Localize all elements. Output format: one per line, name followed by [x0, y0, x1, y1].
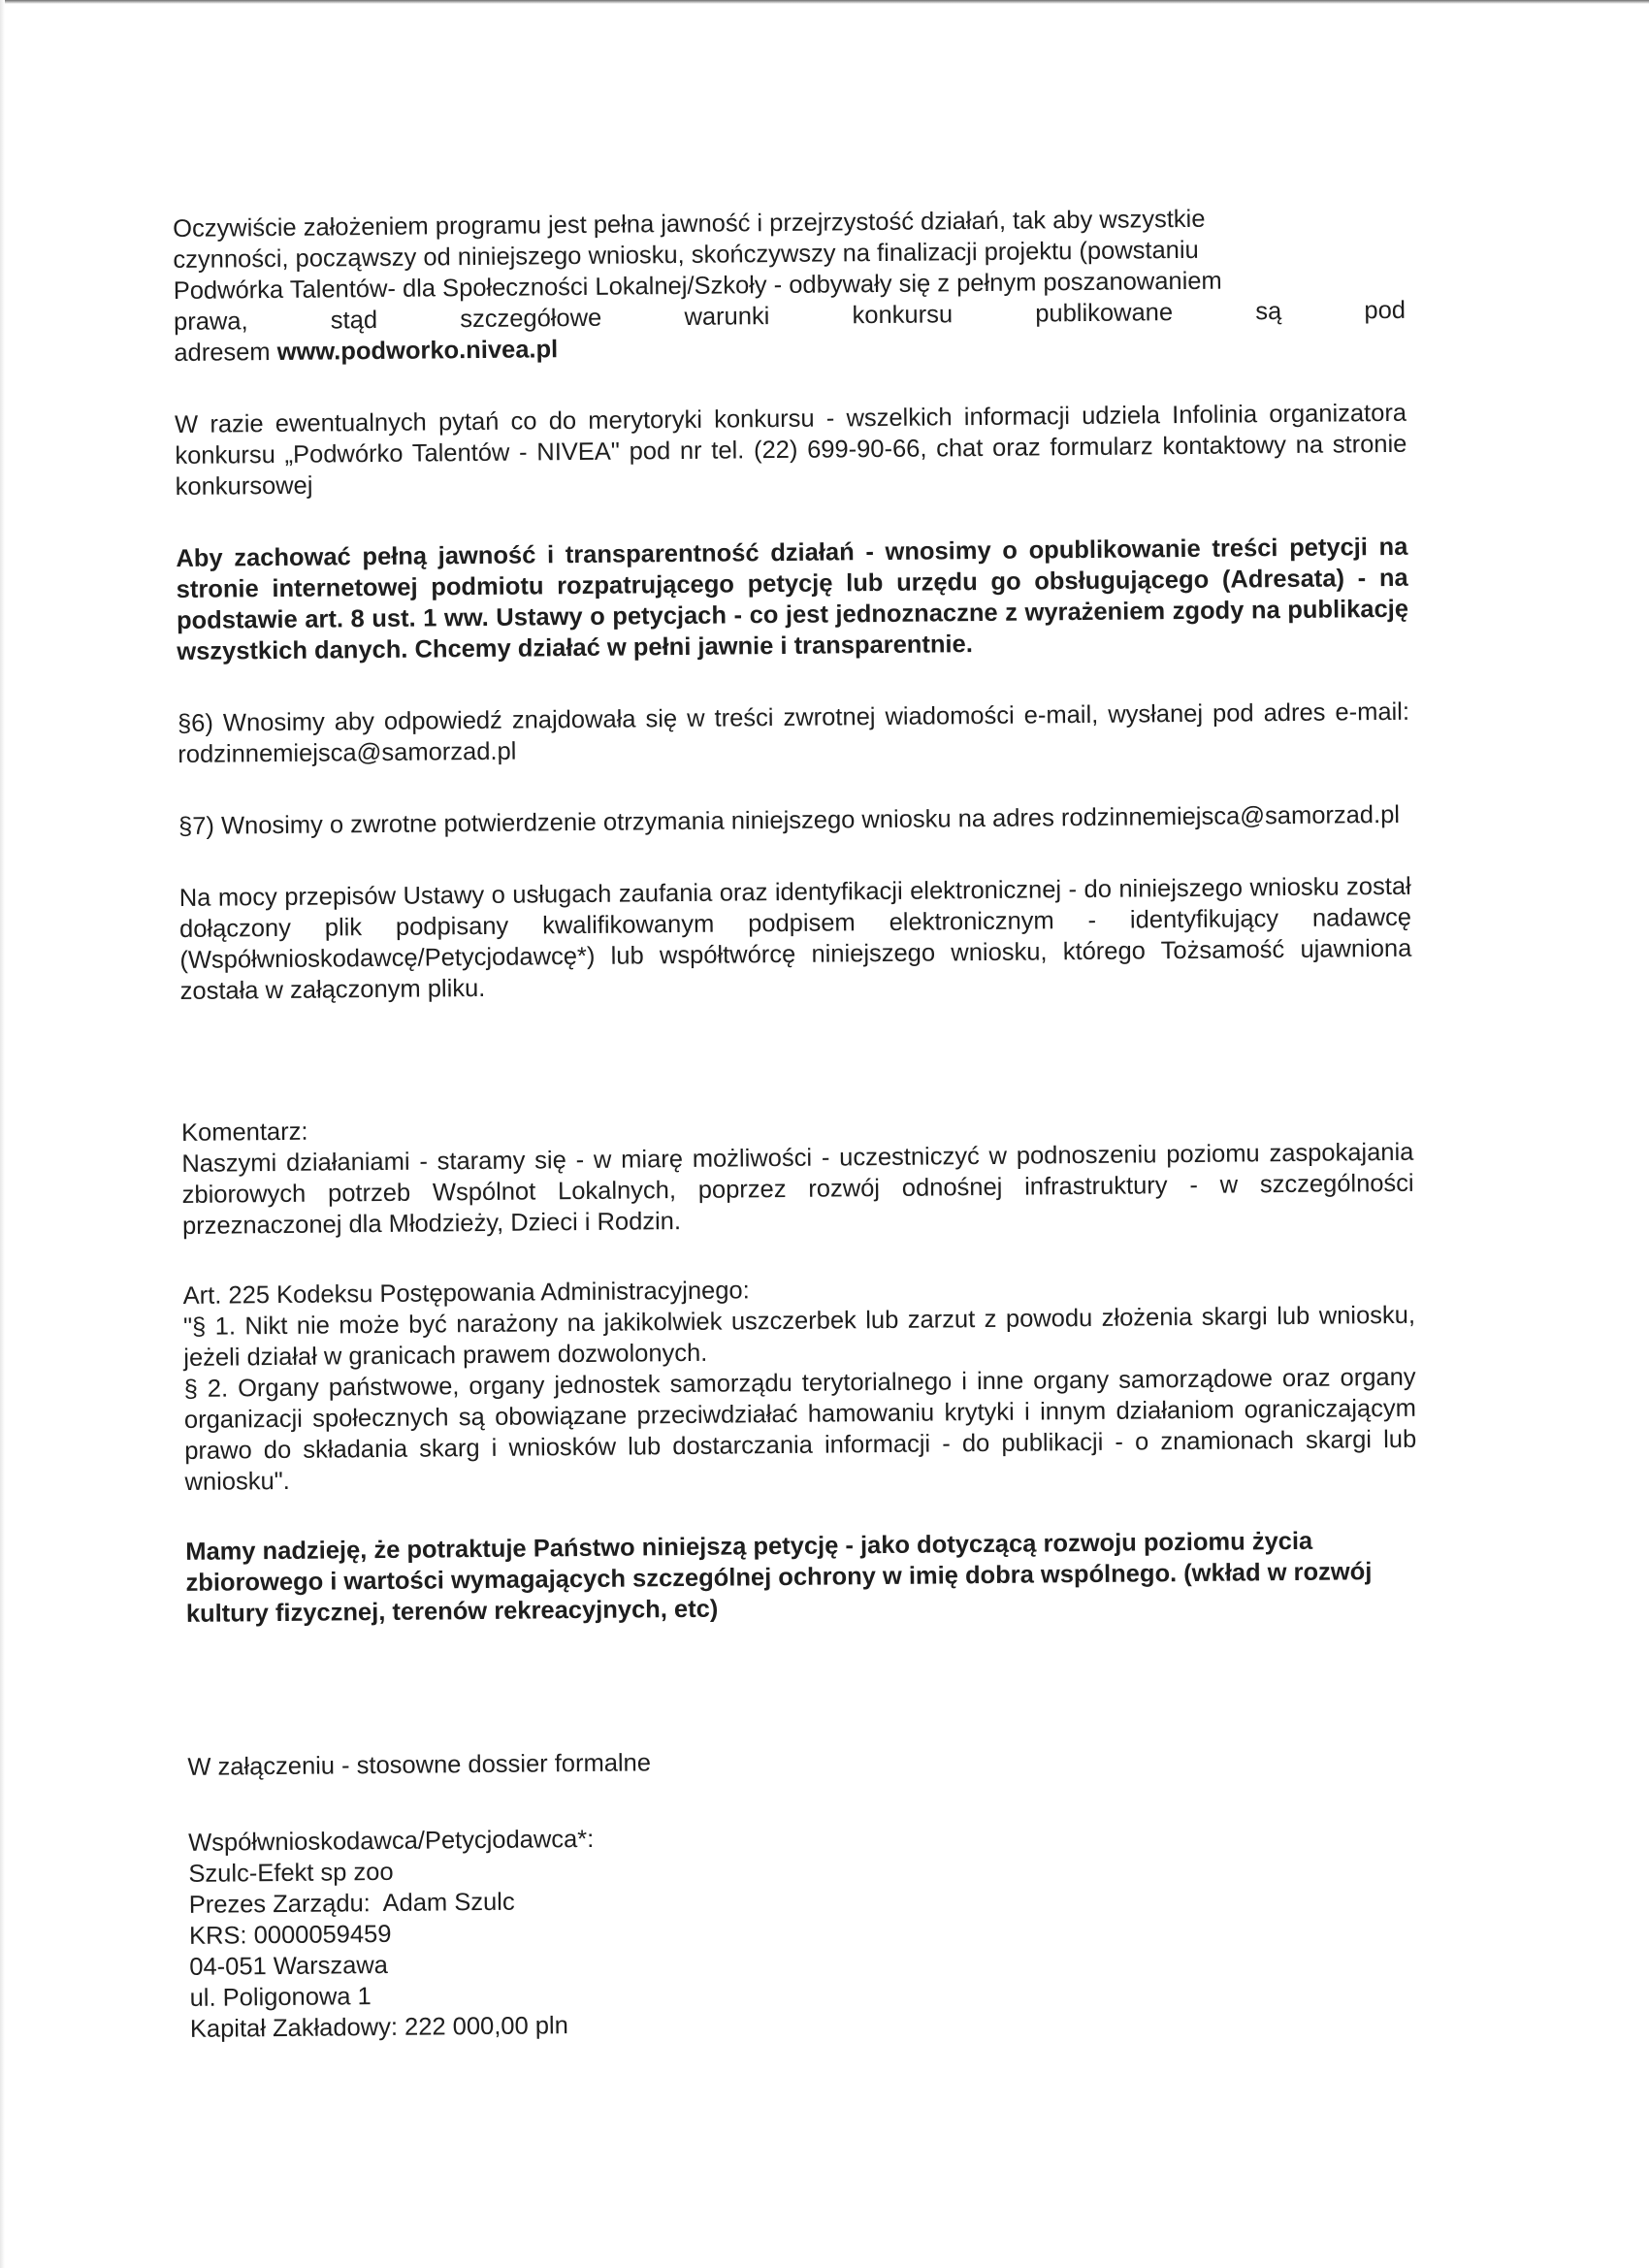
comment-label: Komentarz:	[180, 1118, 308, 1147]
contest-url: www.podworko.nivea.pl	[276, 336, 559, 366]
signature-city: 04-051 Warszawa	[189, 1951, 389, 1981]
signature-president: Prezes Zarządu: Adam Szulc	[188, 1888, 515, 1919]
paragraph-line: Podwórka Talentów- dla Społeczności Lokalnej/Szkoły - odbywały się z pełnym poszanowaniem	[173, 267, 1222, 305]
paragraph-line: czynności, począwszy od niniejszego wniosku, skończywszy na finalizacji projektu (powstaniu	[173, 236, 1199, 274]
paragraph-line: Oczywiście założeniem programu jest pełna jawność i przejrzystość działań, tak aby wszystkie	[173, 205, 1206, 243]
article-section-1: "§ 1. Nikt nie może być narażony na jakikolwiek uszczerbek lub zarzut z powodu złożenia skargi lub wniosku, jeżeli działał w granicach prawem dozwolonych.	[182, 1301, 1416, 1372]
paragraph-transparency	[173, 202, 1406, 369]
signature-role: Współwnioskodawca/Petycjodawca*:	[187, 1825, 595, 1857]
paragraph-signature-note: Na mocy przepisów Ustawy o usługach zaufania oraz identyfikacji elektronicznej - do niniejszego wniosku został dołączony plik podpisany kwalifikowanym podpisem elektronicznym - identyfikujący nadawcę (Współwnioskodawcę/Petycjodawcę*) lub współtwórcę niniejszego wniosku, którego Tożsamość ujawniona została w załączonym pliku.	[178, 872, 1412, 1005]
signature-block	[188, 1816, 1422, 2045]
article-section-2: § 2. Organy państwowe, organy jednostek samorządu terytorialnego i inne organy samorządowe oraz organy organizacji społecznych są obowiązane przeciwdziałać hamowaniu krytyki i innym działaniom ograniczającym prawo do składania skarg i wniosków lub dostarczania informacji - do publikacji - o znamionach skargi lub wniosku".	[183, 1363, 1417, 1496]
paragraph-section-6: §6) Wnosimy aby odpowiedź znajdowała się w treści zwrotnej wiadomości e-mail, wysłanej pod adres e-mail: rodzinnemiejsca@samorzad.pl	[177, 697, 1410, 768]
signature-capital: Kapitał Zakładowy: 222 000,00 pln	[189, 2012, 568, 2043]
paragraph-line: prawa, stąd szczegółowe warunki konkursu publikowane są pod	[173, 296, 1406, 336]
signature-company: Szulc-Efekt sp zoo	[188, 1858, 394, 1888]
address-label: adresem	[174, 338, 277, 367]
comment-text: Naszymi działaniami - staramy się - w miarę możliwości - uczestniczyć w podnoszeniu poziomu zaspokajania zbiorowych potrzeb Wspólnot Lokalnych, poprzez rozwój odnośnej infrastruktury - w szczególności przeznaczonej dla Młodzieży, Dzieci i Rodzin.	[181, 1138, 1414, 1240]
scan-left-edge	[0, 0, 5, 2268]
paragraph-publication-request: Aby zachować pełną jawność i transparentność działań - wnosimy o opublikowanie treści petycji na stronie internetowej podmiotu rozpatrującego petycję lub urzędu go obsługującego (Adresata) - na podstawie art. 8 ust. 1 ww. Ustawy o petycjach - co jest jednoznaczne z wyrażeniem zgody na publikację wszystkich danych. Chcemy działać w pełni jawnie i transparentnie.	[176, 533, 1409, 665]
article-title: Art. 225 Kodeksu Postępowania Administracyjnego:	[182, 1277, 750, 1310]
scan-top-edge	[0, 0, 1649, 4]
attachment-note: W załączeniu - stosowne dossier formalne	[187, 1749, 652, 1781]
paragraph-infoline: W razie ewentualnych pytań co do merytoryki konkursu - wszelkich informacji udziela Infolinia organizatora konkursu „Podwórko Talentów - NIVEA" pod nr tel. (22) 699-90-66, chat oraz formularz kontaktowy na stronie konkursowej	[174, 399, 1407, 501]
paragraph-section-7: §7) Wnosimy o zwrotne potwierdzenie otrzymania niniejszego wniosku na adres rodzinnemiejsca@samorzad.pl	[178, 800, 1401, 840]
signature-street: ul. Poligonowa 1	[189, 1983, 372, 2012]
signature-krs: KRS: 0000059459	[188, 1920, 392, 1950]
paragraph-hope: Mamy nadzieję, że potraktuje Państwo niniejszą petycję - jako dotyczącą rozwoju poziomu życia zbiorowego i wartości wymagających szczególnej ochrony w imię dobra wspólnego. (wkład w rozwój kultury fizycznej, terenów rekreacyjnych, etc)	[185, 1527, 1373, 1628]
document-body	[173, 202, 1422, 2045]
